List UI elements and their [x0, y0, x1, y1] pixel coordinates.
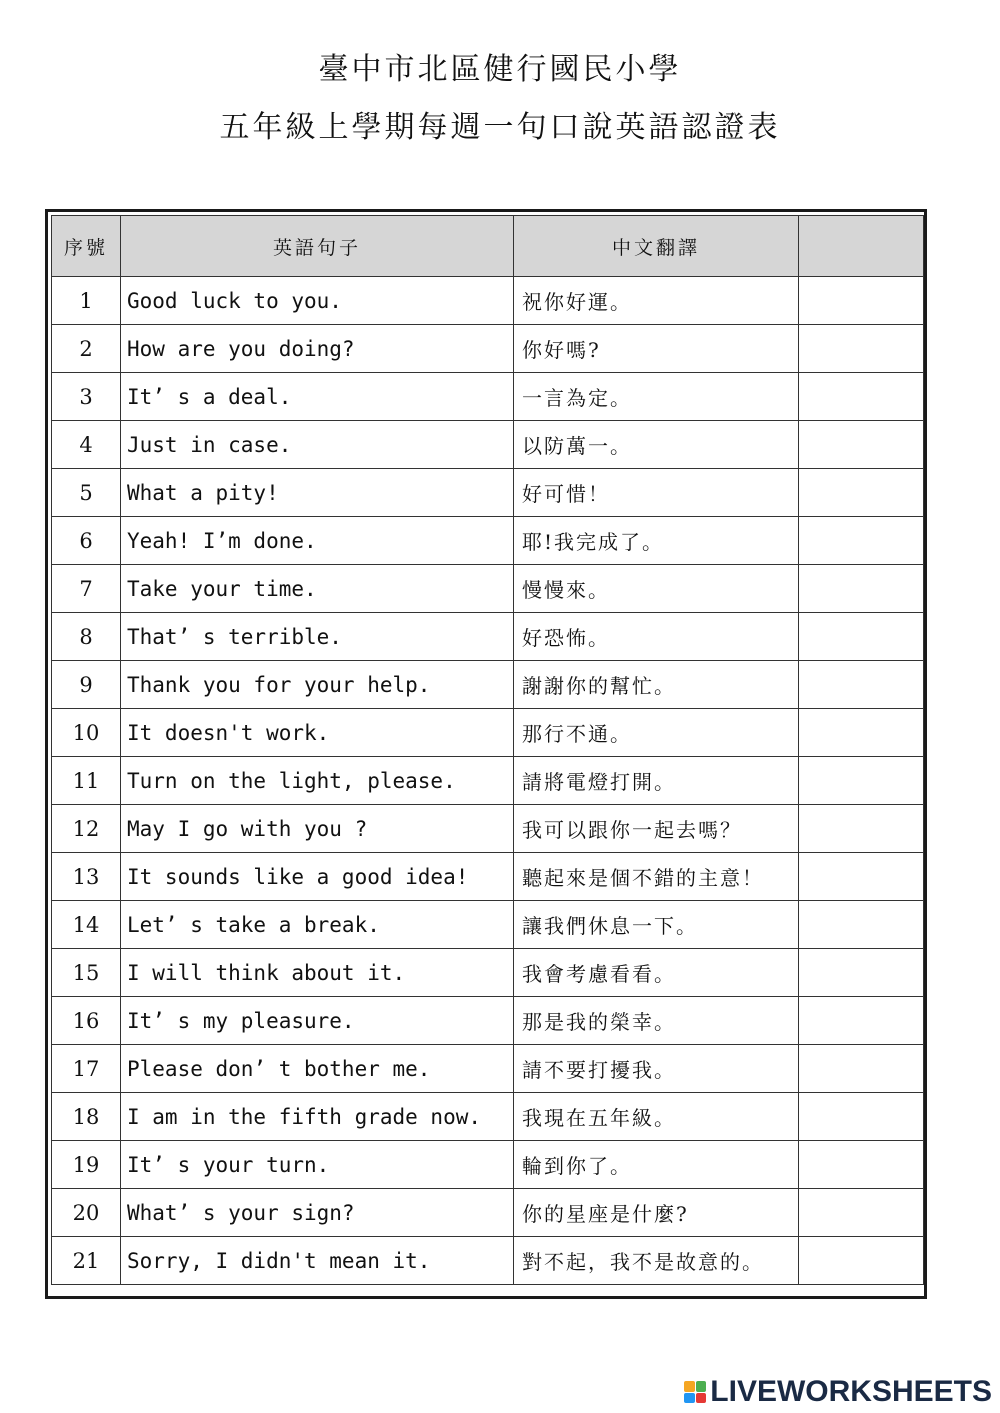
- row-number: 15: [52, 949, 121, 997]
- table-row: [52, 517, 924, 565]
- check-cell: [799, 901, 924, 949]
- chinese-translation: 請將電燈打開。: [514, 757, 799, 805]
- english-sentence: That’ s terrible.: [121, 613, 514, 661]
- chinese-translation: 一言為定。: [514, 373, 799, 421]
- table-header-row: [52, 216, 924, 277]
- english-sentence: What’ s your sign?: [121, 1189, 514, 1237]
- row-number: 1: [52, 277, 121, 325]
- row-number: 21: [52, 1237, 121, 1285]
- row-number: 3: [52, 373, 121, 421]
- row-number: 4: [52, 421, 121, 469]
- row-number: 9: [52, 661, 121, 709]
- table-row: [52, 565, 924, 613]
- table-row: [52, 997, 924, 1045]
- table-row: [52, 373, 924, 421]
- row-number: 20: [52, 1189, 121, 1237]
- english-sentence: Yeah! I’m done.: [121, 517, 514, 565]
- chinese-translation: 你好嗎?: [514, 325, 799, 373]
- chinese-translation: 讓我們休息一下。: [514, 901, 799, 949]
- table-row: [52, 277, 924, 325]
- table-row: [52, 805, 924, 853]
- check-cell: [799, 757, 924, 805]
- chinese-translation: 好可惜！: [514, 469, 799, 517]
- check-cell: [799, 661, 924, 709]
- english-sentence: It’ s your turn.: [121, 1141, 514, 1189]
- chinese-translation: 謝謝你的幫忙。: [514, 661, 799, 709]
- certification-table-frame: [45, 209, 927, 1299]
- column-header-number: 序號: [52, 216, 121, 277]
- english-sentence: What a pity!: [121, 469, 514, 517]
- chinese-translation: 我現在五年級。: [514, 1093, 799, 1141]
- chinese-translation: 我會考慮看看。: [514, 949, 799, 997]
- check-cell: [799, 277, 924, 325]
- english-sentence: It’ s my pleasure.: [121, 997, 514, 1045]
- chinese-translation: 慢慢來。: [514, 565, 799, 613]
- english-sentence: Turn on the light, please.: [121, 757, 514, 805]
- chinese-translation: 你的星座是什麼?: [514, 1189, 799, 1237]
- watermark: [684, 1375, 992, 1409]
- row-number: 19: [52, 1141, 121, 1189]
- english-sentence: Take your time.: [121, 565, 514, 613]
- row-number: 10: [52, 709, 121, 757]
- english-sentence: It sounds like a good idea!: [121, 853, 514, 901]
- row-number: 5: [52, 469, 121, 517]
- chinese-translation: 聽起來是個不錯的主意！: [514, 853, 799, 901]
- chinese-translation: 以防萬一。: [514, 421, 799, 469]
- table-row: [52, 613, 924, 661]
- english-sentence: May I go with you ?: [121, 805, 514, 853]
- english-sentence: How are you doing?: [121, 325, 514, 373]
- table-row: [52, 1237, 924, 1285]
- check-cell: [799, 949, 924, 997]
- check-cell: [799, 1093, 924, 1141]
- column-header-english: 英語句子: [121, 216, 514, 277]
- table-row: [52, 1045, 924, 1093]
- row-number: 8: [52, 613, 121, 661]
- row-number: 11: [52, 757, 121, 805]
- column-header-chinese: 中文翻譯: [514, 216, 799, 277]
- row-number: 16: [52, 997, 121, 1045]
- row-number: 18: [52, 1093, 121, 1141]
- check-cell: [799, 1141, 924, 1189]
- table-row: [52, 949, 924, 997]
- table-row: [52, 853, 924, 901]
- english-sentence: Good luck to you.: [121, 277, 514, 325]
- check-cell: [799, 373, 924, 421]
- column-header-check: [799, 216, 924, 277]
- chinese-translation: 耶!我完成了。: [514, 517, 799, 565]
- certification-table: [51, 215, 924, 1285]
- row-number: 13: [52, 853, 121, 901]
- chinese-translation: 那行不通。: [514, 709, 799, 757]
- check-cell: [799, 1045, 924, 1093]
- row-number: 6: [52, 517, 121, 565]
- table-row: [52, 469, 924, 517]
- chinese-translation: 對不起，我不是故意的。: [514, 1237, 799, 1285]
- check-cell: [799, 565, 924, 613]
- check-cell: [799, 997, 924, 1045]
- english-sentence: Just in case.: [121, 421, 514, 469]
- check-cell: [799, 1189, 924, 1237]
- table-row: [52, 421, 924, 469]
- chinese-translation: 祝你好運。: [514, 277, 799, 325]
- chinese-translation: 輪到你了。: [514, 1141, 799, 1189]
- check-cell: [799, 1237, 924, 1285]
- page-title: 臺中市北區健行國民小學: [318, 52, 682, 87]
- row-number: 14: [52, 901, 121, 949]
- check-cell: [799, 517, 924, 565]
- english-sentence: Please don’ t bother me.: [121, 1045, 514, 1093]
- english-sentence: It’ s a deal.: [121, 373, 514, 421]
- table-row: [52, 709, 924, 757]
- check-cell: [799, 325, 924, 373]
- chinese-translation: 請不要打擾我。: [514, 1045, 799, 1093]
- english-sentence: I will think about it.: [121, 949, 514, 997]
- english-sentence: Sorry, I didn't mean it.: [121, 1237, 514, 1285]
- check-cell: [799, 613, 924, 661]
- row-number: 2: [52, 325, 121, 373]
- chinese-translation: 好恐怖。: [514, 613, 799, 661]
- english-sentence: It doesn't work.: [121, 709, 514, 757]
- table-row: [52, 1141, 924, 1189]
- table-row: [52, 1189, 924, 1237]
- check-cell: [799, 421, 924, 469]
- table-row: [52, 661, 924, 709]
- english-sentence: Thank you for your help.: [121, 661, 514, 709]
- page-subtitle: 五年級上學期每週一句口說英語認證表: [219, 110, 781, 145]
- check-cell: [799, 853, 924, 901]
- check-cell: [799, 805, 924, 853]
- liveworksheets-logo-icon: [684, 1381, 706, 1403]
- table-row: [52, 325, 924, 373]
- english-sentence: I am in the fifth grade now.: [121, 1093, 514, 1141]
- chinese-translation: 我可以跟你一起去嗎？: [514, 805, 799, 853]
- row-number: 7: [52, 565, 121, 613]
- row-number: 17: [52, 1045, 121, 1093]
- table-row: [52, 901, 924, 949]
- row-number: 12: [52, 805, 121, 853]
- english-sentence: Let’ s take a break.: [121, 901, 514, 949]
- check-cell: [799, 709, 924, 757]
- watermark-text: LIVEWORKSHEETS: [710, 1375, 992, 1408]
- table-row: [52, 1093, 924, 1141]
- table-row: [52, 757, 924, 805]
- chinese-translation: 那是我的榮幸。: [514, 997, 799, 1045]
- check-cell: [799, 469, 924, 517]
